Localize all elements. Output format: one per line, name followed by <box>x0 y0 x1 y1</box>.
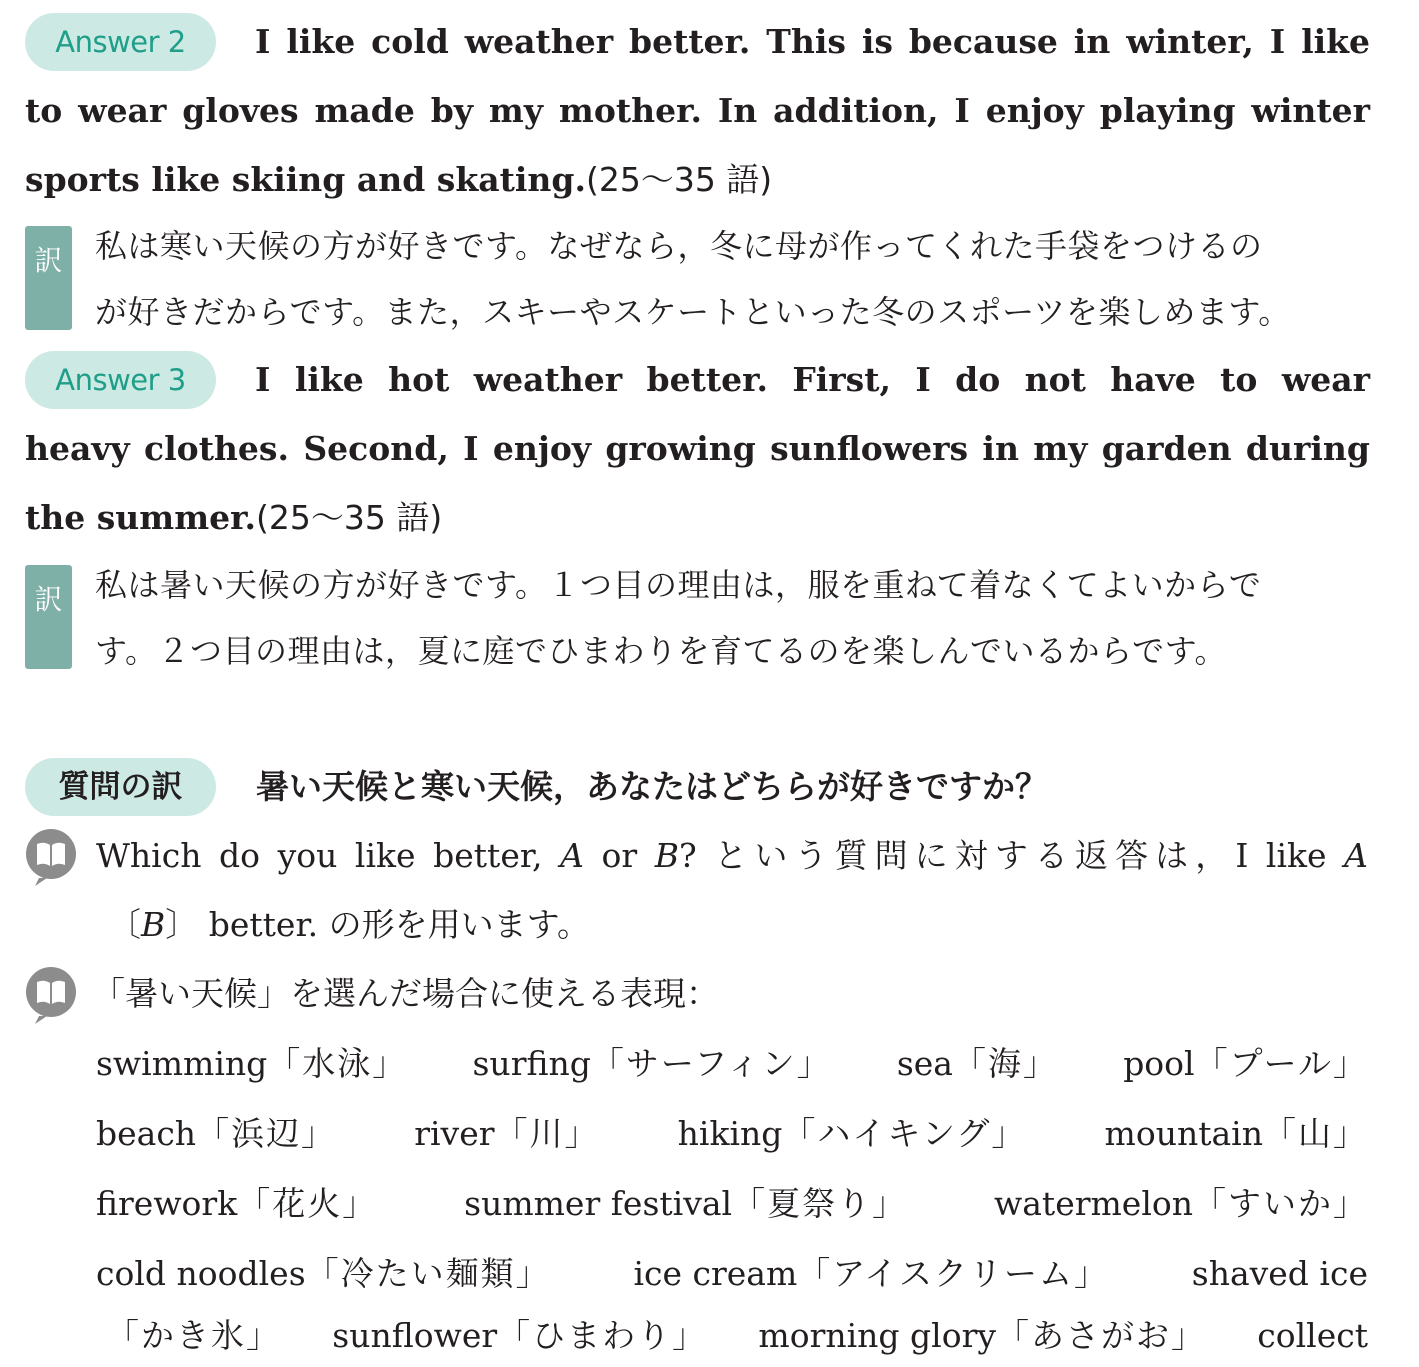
vocab-item <box>1105 1104 1368 1164</box>
vocab-en: surfing <box>472 1044 591 1083</box>
vocab-item <box>473 1034 832 1094</box>
note-2-line <box>92 964 1364 1024</box>
vocab-item <box>994 1174 1368 1234</box>
vocab-jp: 「川」 <box>494 1114 600 1153</box>
answer-2-word-count: (25〜35 語) <box>585 160 773 199</box>
note-1-text-a: Which do you like better, <box>96 836 561 875</box>
note-1-text-c: ? <box>678 836 697 875</box>
vocab-jp: 「夏祭り」 <box>732 1184 908 1223</box>
vocab-jp: 「アイスクリーム」 <box>797 1254 1109 1293</box>
answer-2-text-end: sports like skiing and skating. <box>25 160 586 199</box>
note-1-text-b: or <box>583 836 655 875</box>
vocab-jp: 「すいか」 <box>1193 1184 1368 1223</box>
answer-3-word-count: (25〜35 語) <box>255 498 443 537</box>
vocab-jp: 「浜辺」 <box>196 1114 337 1153</box>
note-1-line-1 <box>96 826 1368 886</box>
vocab-item <box>464 1174 907 1234</box>
vocab-en: morning glory <box>758 1316 996 1355</box>
vocab-en: collect <box>1257 1316 1368 1355</box>
vocab-en: summer festival <box>464 1184 733 1223</box>
vocab-item <box>633 1244 1109 1304</box>
vocab-item <box>96 1174 377 1234</box>
vocab-row-2 <box>96 1104 1368 1164</box>
yaku-badge-2: 訳 <box>25 226 72 330</box>
answer-3-line-2: heavy clothes. Second, I enjoy growing sunflowers in my garden during <box>25 429 1370 468</box>
vocab-jp: 「花火」 <box>237 1184 378 1223</box>
answer-3-text-end: the summer. <box>25 498 256 537</box>
answer-2-line-2: to wear gloves made by my mother. In addition, I enjoy playing winter <box>25 91 1370 130</box>
vocab-item <box>1123 1034 1368 1094</box>
answer-3-line-1: I like hot weather better. First, I do not have to wear <box>255 360 1370 399</box>
vocab-row-3 <box>96 1174 1368 1234</box>
vocab-item <box>758 1306 1206 1366</box>
note-1-var-a: A <box>560 836 584 875</box>
vocab-jp: 「山」 <box>1262 1114 1368 1153</box>
vocab-jp: 「プール」 <box>1194 1044 1368 1083</box>
note-1-text-better: 〕 better. <box>165 905 319 944</box>
answer-3-badge: Answer 3 <box>25 351 216 409</box>
vocab-item <box>106 1306 281 1366</box>
vocab-item <box>897 1034 1058 1094</box>
vocab-item <box>1192 1244 1368 1304</box>
note-1-text-d: I like <box>1235 836 1345 875</box>
answer-2-badge: Answer 2 <box>25 13 216 71</box>
note-1-var-a2: A <box>1344 836 1368 875</box>
answer-2-line-3 <box>25 151 772 209</box>
note-1-line-2 <box>108 895 1380 955</box>
vocab-en: firework <box>96 1184 238 1223</box>
vocab-en: mountain <box>1104 1114 1263 1153</box>
answer-3-line-3 <box>25 489 442 547</box>
vocab-en: ice cream <box>633 1254 798 1293</box>
vocab-en: cold noodles <box>96 1254 306 1293</box>
vocab-en: sea <box>896 1044 953 1083</box>
vocab-jp: 「あさがお」 <box>995 1316 1206 1355</box>
note-2-text: 「暑い天候」を選んだ場合に使える表現： <box>92 974 719 1013</box>
question-translation-badge: 質問の訳 <box>25 758 216 816</box>
vocab-item <box>1257 1306 1368 1366</box>
vocab-en: shaved ice <box>1191 1254 1368 1293</box>
note-1-var-b: B <box>654 836 679 875</box>
answer-2-line-1: I like cold weather better. This is because in winter, I like <box>255 22 1370 61</box>
vocab-jp: 「かき氷」 <box>106 1316 281 1355</box>
vocab-jp: 「ハイキング」 <box>782 1114 1027 1153</box>
yaku-badge-3: 訳 <box>25 565 72 669</box>
vocab-en: swimming <box>96 1044 268 1083</box>
vocab-en: river <box>414 1114 495 1153</box>
vocab-jp: 「サーフィン」 <box>590 1044 832 1083</box>
note-1-text-jp: という質問に対する返答は， <box>696 836 1236 875</box>
vocab-item <box>414 1104 599 1164</box>
vocab-row-1 <box>96 1034 1368 1094</box>
answer-3-translation-line-2: す。２つ目の理由は，夏に庭でひまわりを育てるのを楽しんでいるからです。 <box>95 632 1228 670</box>
book-icon <box>25 828 77 888</box>
question-translation-text: 暑い天候と寒い天候，あなたはどちらが好きですか？ <box>256 767 1048 806</box>
vocab-item <box>332 1306 707 1366</box>
vocab-en: watermelon <box>994 1184 1193 1223</box>
note-1-bracket-open: 〔 <box>108 905 141 944</box>
vocab-jp: 「水泳」 <box>267 1044 408 1083</box>
vocab-en: beach <box>96 1114 197 1153</box>
answer-2-translation-line-1: 私は寒い天候の方が好きです。なぜなら，冬に母が作ってくれた手袋をつけるの <box>95 227 1263 265</box>
vocab-item <box>96 1104 336 1164</box>
vocab-item <box>678 1104 1027 1164</box>
vocab-en: pool <box>1123 1044 1195 1083</box>
vocab-jp: 「海」 <box>952 1044 1058 1083</box>
vocab-row-4 <box>96 1244 1368 1304</box>
vocab-en: hiking <box>677 1114 783 1153</box>
note-1-text-jp2: の形を用います。 <box>318 905 590 944</box>
vocab-en: sunflower <box>332 1316 498 1355</box>
book-icon <box>25 966 77 1026</box>
vocab-item <box>96 1034 407 1094</box>
vocab-row-5 <box>106 1306 1368 1366</box>
vocab-item <box>96 1244 551 1304</box>
note-1-var-b2: B <box>141 905 166 944</box>
answer-3-translation-line-1: 私は暑い天候の方が好きです。１つ目の理由は，服を重ねて着なくてよいからで <box>95 566 1262 604</box>
vocab-jp: 「ひまわり」 <box>497 1316 708 1355</box>
answer-2-translation-line-2: が好きだからです。また，スキーやスケートといった冬のスポーツを楽しめます。 <box>95 293 1291 331</box>
vocab-jp: 「冷たい麺類」 <box>305 1254 551 1293</box>
